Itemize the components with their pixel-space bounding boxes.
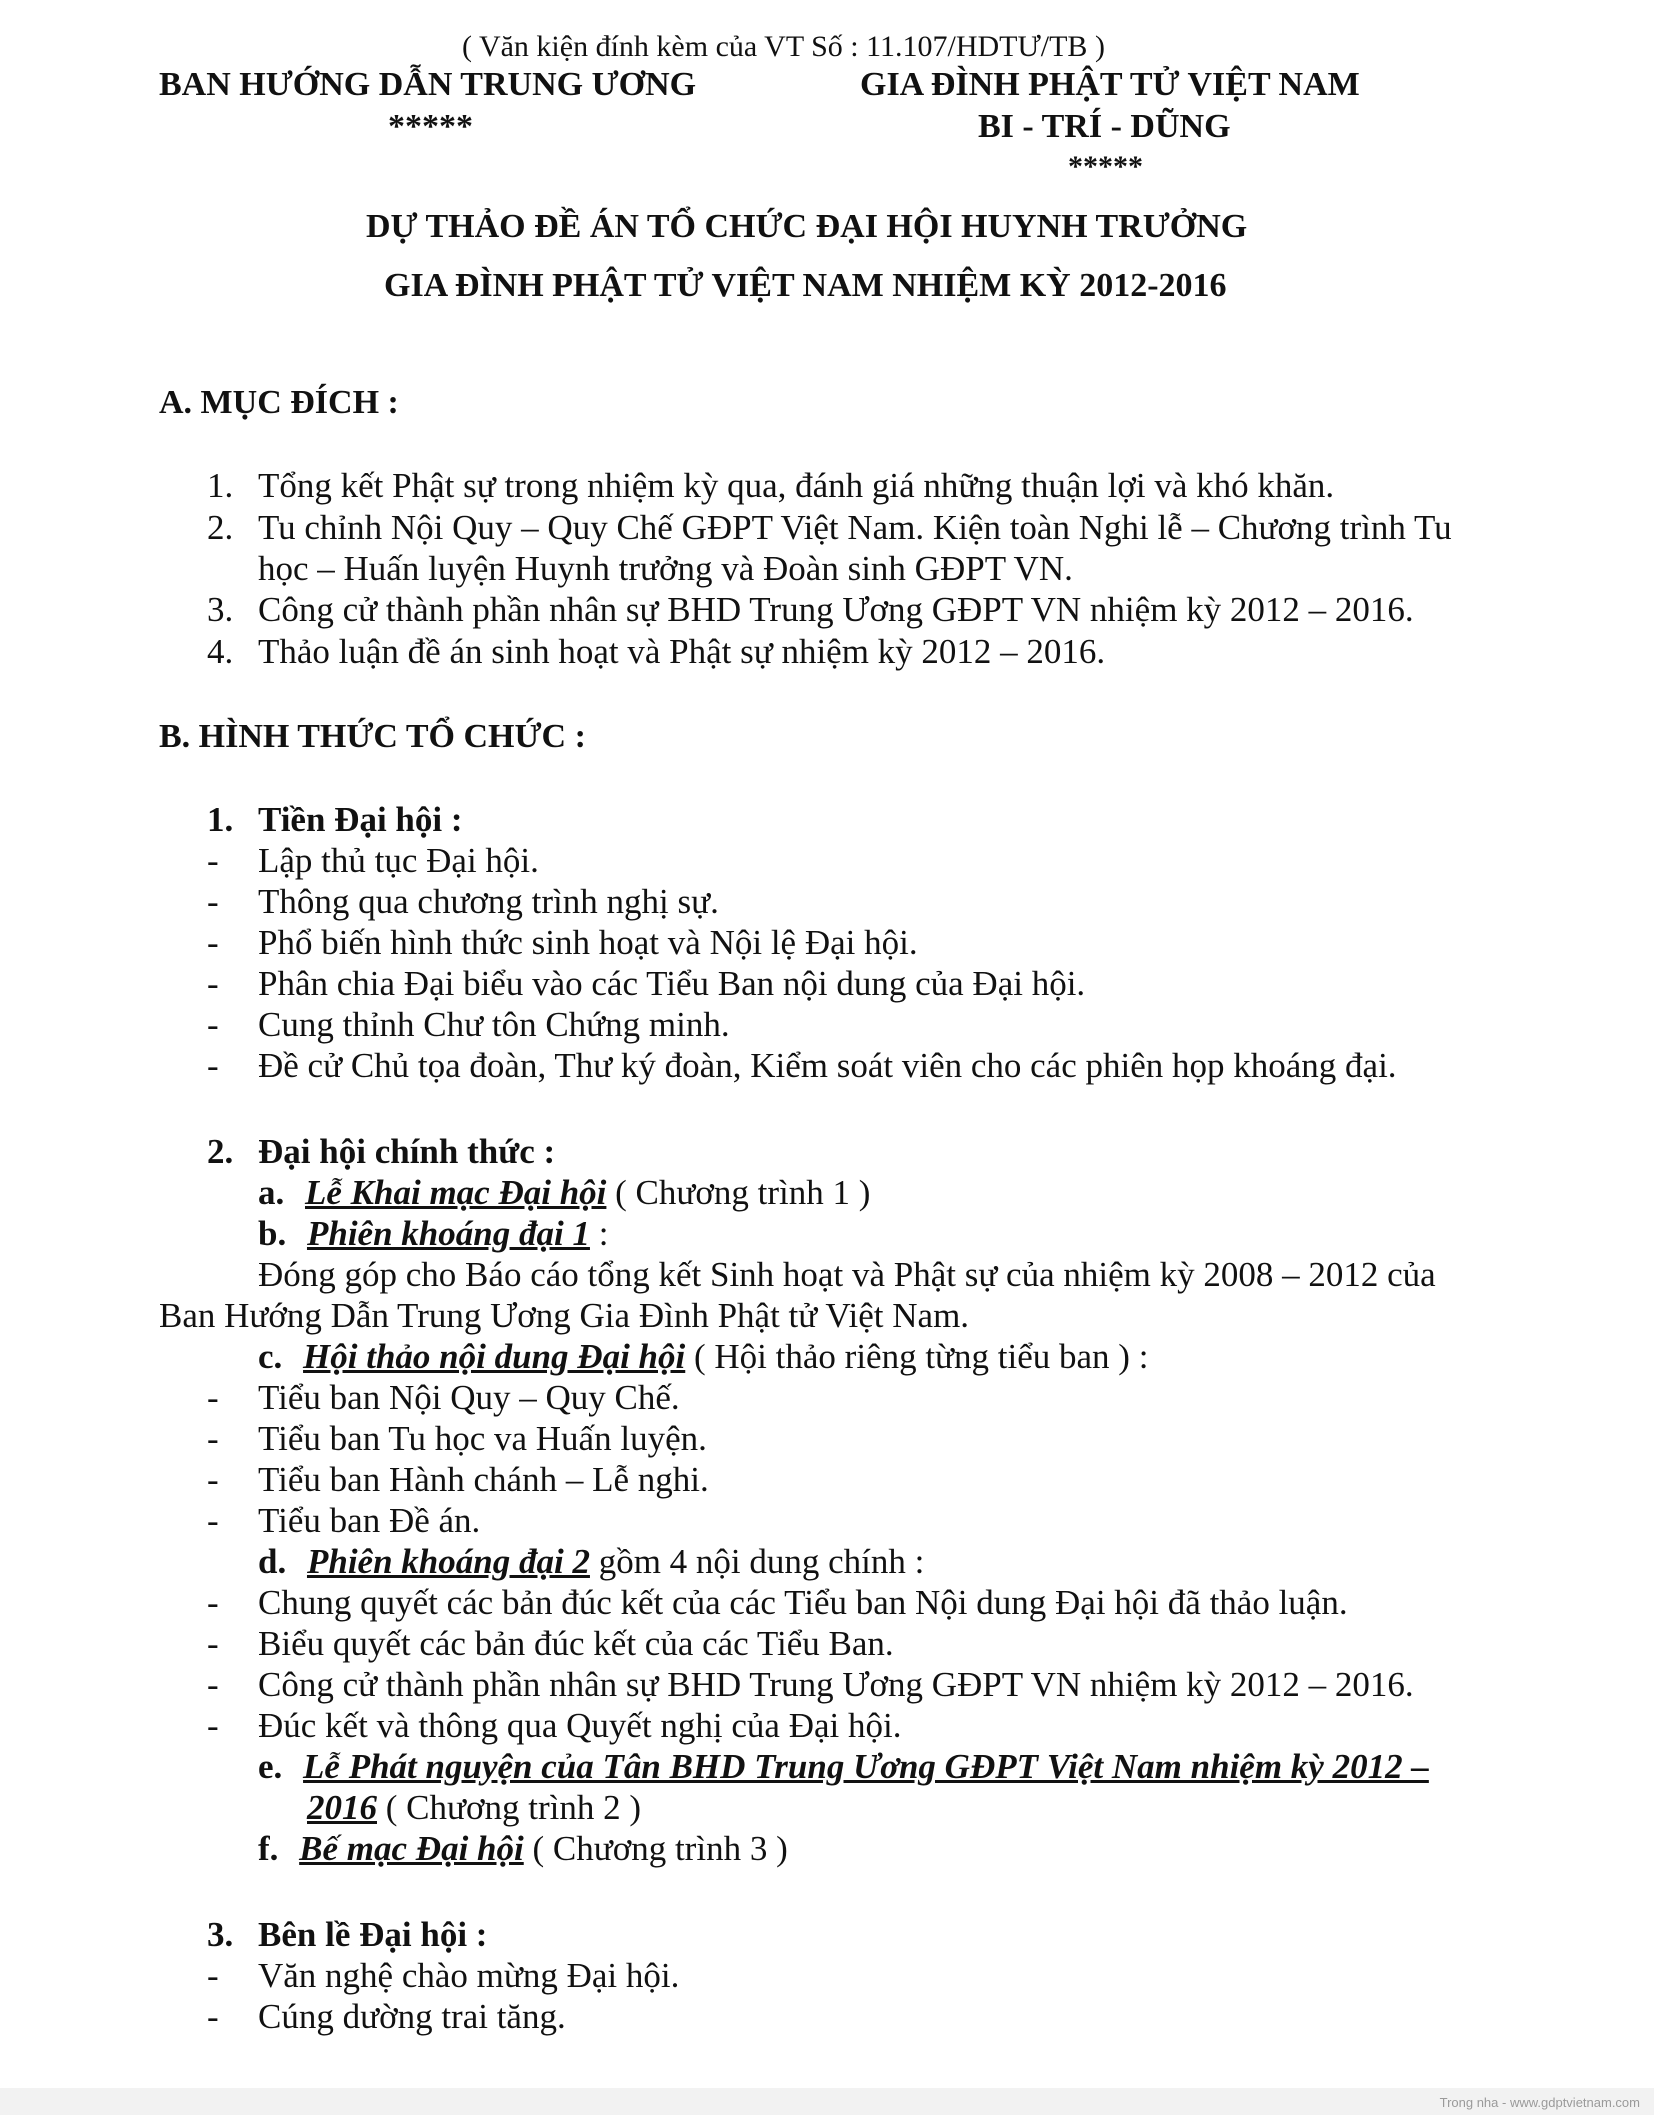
footer-watermark: Trong nha - www.gdptvietnam.com	[1439, 2095, 1640, 2110]
part-2-a-title: Lễ Khai mạc Đại hội	[305, 1173, 607, 1212]
section-a-heading: A. MỤC ĐÍCH :	[159, 384, 399, 421]
section-a-item-1-num: 1.	[207, 466, 234, 505]
section-a-item-3-text: Công cử thành phần nhân sự BHD Trung Ương GĐPT VN nhiệm kỳ 2012 – 2016.	[258, 590, 1414, 629]
section-b-heading: B. HÌNH THỨC TỔ CHỨC :	[159, 718, 586, 755]
document-title-line-1: DỰ THẢO ĐỀ ÁN TỔ CHỨC ĐẠI HỘI HUYNH TRƯỞNG	[366, 208, 1248, 245]
part-2-c-note: ( Hội thảo riêng từng tiểu ban ) :	[685, 1337, 1149, 1376]
part-1-bullet-2: Thông qua chương trình nghị sự.	[258, 882, 719, 921]
section-a-item-4-text: Thảo luận đề án sinh hoạt và Phật sự nhiệm kỳ 2012 – 2016.	[258, 632, 1106, 671]
part-1-num: 1.	[207, 800, 234, 839]
part-1-bullet-4: Phân chia Đại biểu vào các Tiểu Ban nội dung của Đại hội.	[258, 964, 1086, 1003]
document-title-line-2: GIA ĐÌNH PHẬT TỬ VIỆT NAM NHIỆM KỲ 2012-2016	[384, 267, 1227, 304]
bullet-mark: -	[207, 1460, 219, 1499]
right-stars: *****	[1068, 150, 1143, 183]
part-2-d-note: gồm 4 nội dung chính :	[589, 1542, 925, 1581]
part-2-f-line	[258, 1829, 788, 1869]
right-org-name: GIA ĐÌNH PHẬT TỬ VIỆT NAM	[860, 66, 1360, 103]
part-2-f-letter: f.	[258, 1829, 279, 1868]
bullet-mark: -	[207, 841, 219, 880]
bullet-mark: -	[207, 1583, 219, 1622]
part-2-b-title: Phiên khoáng đại 1	[306, 1214, 590, 1253]
part-2-c-line	[258, 1337, 1148, 1377]
part-2-c-bullet-3: Tiểu ban Hành chánh – Lễ nghi.	[258, 1460, 709, 1499]
bullet-mark: -	[207, 1046, 219, 1085]
part-2-c-bullet-4: Tiểu ban Đề án.	[258, 1501, 481, 1540]
part-2-d-bullet-4: Đúc kết và thông qua Quyết nghị của Đại hội.	[258, 1706, 902, 1745]
bullet-mark: -	[207, 1419, 219, 1458]
bullet-mark: -	[207, 1378, 219, 1417]
part-2-b-note: :	[589, 1214, 609, 1253]
part-1-bullet-5: Cung thỉnh Chư tôn Chứng minh.	[258, 1005, 730, 1044]
section-a-item-4-num: 4.	[207, 632, 234, 671]
part-2-num: 2.	[207, 1132, 234, 1171]
part-2-d-bullet-3: Công cử thành phần nhân sự BHD Trung Ương GĐPT VN nhiệm kỳ 2012 – 2016.	[258, 1665, 1414, 1704]
part-2-b-line	[258, 1214, 608, 1254]
part-1-bullet-1: Lập thủ tục Đại hội.	[258, 841, 539, 880]
part-2-a-note: ( Chương trình 1 )	[606, 1173, 871, 1212]
part-3-bullet-1: Văn nghệ chào mừng Đại hội.	[258, 1956, 680, 1995]
section-a-item-2-continuation: học – Huấn luyện Huynh trưởng và Đoàn sinh GĐPT VN.	[258, 549, 1073, 588]
part-1-bullet-3: Phổ biến hình thức sinh hoạt và Nội lệ Đại hội.	[258, 923, 918, 962]
part-2-d-line	[258, 1542, 924, 1582]
part-2-c-title: Hội thảo nội dung Đại hội	[303, 1337, 686, 1376]
part-2-e-note: ( Chương trình 2 )	[377, 1788, 641, 1827]
part-2-c-bullet-2: Tiểu ban Tu học va Huấn luyện.	[258, 1419, 707, 1458]
part-2-title: Đại hội chính thức :	[258, 1132, 556, 1171]
footer-bar	[0, 2088, 1654, 2115]
part-2-d-bullet-1: Chung quyết các bản đúc kết của các Tiểu ban Nội dung Đại hội đã thảo luận.	[258, 1583, 1348, 1622]
left-org-name: BAN HƯỚNG DẪN TRUNG ƯƠNG	[159, 66, 697, 103]
part-3-bullet-2: Cúng dường trai tăng.	[258, 1997, 566, 2036]
bullet-mark: -	[207, 1005, 219, 1044]
part-1-bullet-6: Đề cử Chủ tọa đoàn, Thư ký đoàn, Kiểm soát viên cho các phiên họp khoáng đại.	[258, 1046, 1397, 1085]
bullet-mark: -	[207, 882, 219, 921]
part-2-f-title: Bế mạc Đại hội	[299, 1829, 524, 1868]
bullet-mark: -	[207, 1956, 219, 1995]
right-motto: BI - TRÍ - DŨNG	[978, 108, 1231, 145]
bullet-mark: -	[207, 1706, 219, 1745]
bullet-mark: -	[207, 923, 219, 962]
bullet-mark: -	[207, 1501, 219, 1540]
section-a-item-3-num: 3.	[207, 590, 234, 629]
part-2-c-letter: c.	[258, 1337, 283, 1376]
bullet-mark: -	[207, 1997, 219, 2036]
part-2-e-line-2	[307, 1788, 641, 1828]
part-2-d-bullet-2: Biểu quyết các bản đúc kết của các Tiểu Ban.	[258, 1624, 894, 1663]
part-2-b-paragraph-1: Đóng góp cho Báo cáo tổng kết Sinh hoạt và Phật sự của nhiệm kỳ 2008 – 2012 của	[258, 1255, 1436, 1294]
part-3-num: 3.	[207, 1915, 234, 1954]
section-a-item-1-text: Tổng kết Phật sự trong nhiệm kỳ qua, đánh giá những thuận lợi và khó khăn.	[258, 466, 1335, 505]
left-stars: *****	[388, 108, 473, 145]
part-2-b-letter: b.	[258, 1214, 287, 1253]
bullet-mark: -	[207, 1665, 219, 1704]
part-2-f-note: ( Chương trình 3 )	[523, 1829, 788, 1868]
part-3-title: Bên lề Đại hội :	[258, 1915, 488, 1954]
part-2-b-paragraph-2: Ban Hướng Dẫn Trung Ương Gia Đình Phật tử Việt Nam.	[159, 1296, 970, 1335]
section-a-item-2-text: Tu chỉnh Nội Quy – Quy Chế GĐPT Việt Nam. Kiện toàn Nghi lễ – Chương trình Tu	[258, 508, 1452, 547]
bullet-mark: -	[207, 1624, 219, 1663]
section-a-item-2-num: 2.	[207, 508, 234, 547]
part-2-e-letter: e.	[258, 1747, 283, 1786]
part-1-title: Tiền Đại hội :	[258, 800, 463, 839]
part-2-c-bullet-1: Tiểu ban Nội Quy – Quy Chế.	[258, 1378, 680, 1417]
part-2-e-title-continuation: 2016	[307, 1788, 377, 1827]
part-2-e-title: Lễ Phát nguyện của Tân BHD Trung Ương GĐPT Việt Nam nhiệm kỳ 2012 –	[303, 1747, 1429, 1786]
bullet-mark: -	[207, 964, 219, 1003]
attachment-note: ( Văn kiện đính kèm của VT Số : 11.107/HDTƯ/TB )	[462, 30, 1105, 63]
part-2-a-line	[258, 1173, 870, 1213]
part-2-e-line	[258, 1747, 1429, 1787]
part-2-d-title: Phiên khoáng đại 2	[306, 1542, 590, 1581]
part-2-d-letter: d.	[258, 1542, 287, 1581]
part-2-a-letter: a.	[258, 1173, 285, 1212]
